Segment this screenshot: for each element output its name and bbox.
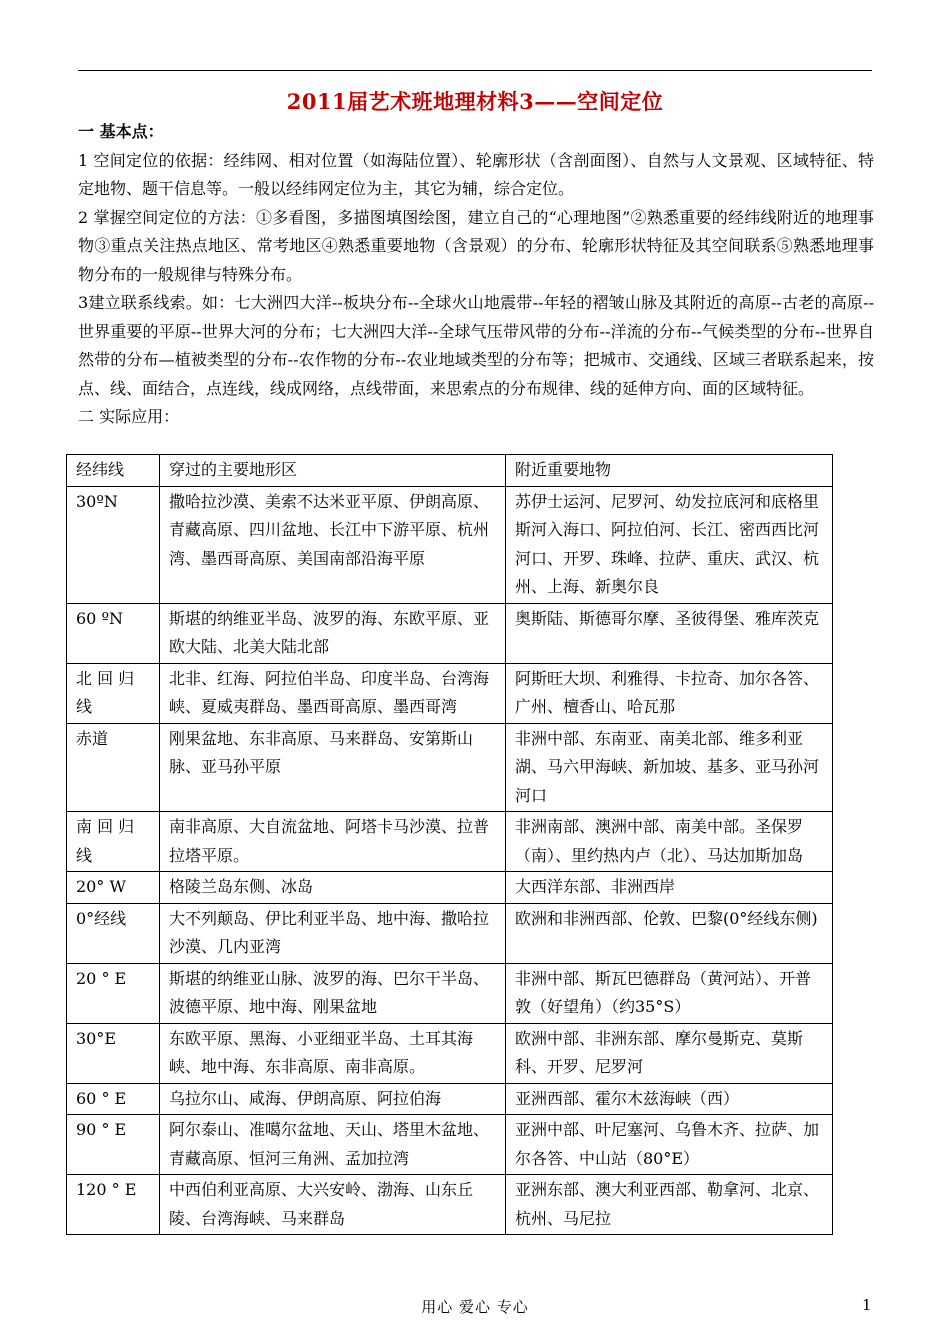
table-row xyxy=(67,1083,833,1115)
table-row xyxy=(67,723,833,812)
section-heading-application: 二 实际应用： xyxy=(78,407,180,426)
header-terrain: 穿过的主要地形区 xyxy=(160,455,506,487)
cell-landmarks: 欧洲中部、非洲东部、摩尔曼斯克、莫斯科、开罗、尼罗河 xyxy=(506,1023,833,1083)
table-row xyxy=(67,812,833,872)
cell-terrain: 北非、红海、阿拉伯半岛、印度半岛、台湾海峡、夏威夷群岛、墨西哥高原、墨西哥湾 xyxy=(160,663,506,723)
table-row xyxy=(67,963,833,1023)
cell-line: 南 回 归 线 xyxy=(67,812,160,872)
cell-terrain: 乌拉尔山、咸海、伊朗高原、阿拉伯海 xyxy=(160,1083,506,1115)
cell-line: 30ºN xyxy=(67,486,160,603)
header-lines: 经纬线 xyxy=(67,455,160,487)
cell-terrain: 斯堪的纳维亚半岛、波罗的海、东欧平原、亚欧大陆、北美大陆北部 xyxy=(160,603,506,663)
header-rule xyxy=(78,70,872,71)
cell-line: 20° W xyxy=(67,872,160,904)
cell-landmarks: 非洲中部、东南亚、南美北部、维多利亚湖、马六甲海峡、新加坡、基多、亚马孙河河口 xyxy=(506,723,833,812)
cell-landmarks: 亚洲中部、叶尼塞河、乌鲁木齐、拉萨、加尔各答、中山站（80°E） xyxy=(506,1115,833,1175)
cell-terrain: 斯堪的纳维亚山脉、波罗的海、巴尔干半岛、波德平原、地中海、刚果盆地 xyxy=(160,963,506,1023)
cell-terrain: 中西伯利亚高原、大兴安岭、渤海、山东丘陵、台湾海峡、马来群岛 xyxy=(160,1175,506,1235)
cell-line: 赤道 xyxy=(67,723,160,812)
cell-line: 0°经线 xyxy=(67,903,160,963)
latitude-longitude-table xyxy=(66,454,833,1235)
header-landmarks: 附近重要地物 xyxy=(506,455,833,487)
cell-terrain: 阿尔泰山、准噶尔盆地、天山、塔里木盆地、青藏高原、恒河三角洲、孟加拉湾 xyxy=(160,1115,506,1175)
cell-landmarks: 苏伊士运河、尼罗河、幼发拉底河和底格里斯河入海口、阿拉伯河、长江、密西西比河河口、开罗、珠峰、拉萨、重庆、武汉、杭州、上海、新奥尔良 xyxy=(506,486,833,603)
cell-line: 30°E xyxy=(67,1023,160,1083)
table-row xyxy=(67,1115,833,1175)
document-title: 2011届艺术班地理材料3——空间定位 xyxy=(286,89,664,114)
cell-landmarks: 非洲南部、澳洲中部、南美中部。圣保罗（南）、里约热内卢（北）、马达加斯加岛 xyxy=(506,812,833,872)
cell-line: 60 ºN xyxy=(67,603,160,663)
cell-line: 90 ° E xyxy=(67,1115,160,1175)
paragraph-2: 2 掌握空间定位的方法：①多看图，多描图填图绘图，建立自己的“心理地图”②熟悉重要的经纬线附近的地理事物③重点关注热点地区、常考地区④熟悉重要地物（含景观）的分布、轮廓形状特征及其空间联系⑤熟悉地理事物分布的一般规律与特殊分布。 xyxy=(78,207,874,284)
cell-terrain: 东欧平原、黑海、小亚细亚半岛、土耳其海峡、地中海、东非高原、南非高原。 xyxy=(160,1023,506,1083)
cell-terrain: 南非高原、大自流盆地、阿塔卡马沙漠、拉普拉塔平原。 xyxy=(160,812,506,872)
table-row xyxy=(67,903,833,963)
table-row xyxy=(67,486,833,603)
cell-line: 60 ° E xyxy=(67,1083,160,1115)
paragraph-1: 1 空间定位的依据：经纬网、相对位置（如海陆位置）、轮廓形状（含剖面图）、自然与人文景观、区域特征、特定地物、题干信息等。一般以经纬网定位为主，其它为辅，综合定位。 xyxy=(78,150,874,198)
cell-line: 20 ° E xyxy=(67,963,160,1023)
document-body xyxy=(78,118,874,432)
cell-line: 120 ° E xyxy=(67,1175,160,1235)
table-header-row xyxy=(67,455,833,487)
paragraph-3: 3建立联系线索。如：七大洲四大洋--板块分布--全球火山地震带--年轻的褶皱山脉及其附近的高原--古老的高原--世界重要的平原--世界大河的分布；七大洲四大洋--全球气压带风带的分布--洋流的分布--气候类型的分布--世界自然带的分布—植被类型的分布--农作物的分布--农业地域类型的分布等；把城市、交通线、区域三者联系起来，按点、线、面结合，点连线，线成网络，点线带面，来思索点的分布规律、线的延伸方向、面的区域特征。 xyxy=(78,293,874,398)
table-row xyxy=(67,872,833,904)
cell-landmarks: 非洲中部、斯瓦巴德群岛（黄河站）、开普敦（好望角）（约35°S） xyxy=(506,963,833,1023)
cell-landmarks: 欧洲和非洲西部、伦敦、巴黎(0°经线东侧) xyxy=(506,903,833,963)
page-footer: 用心 爱心 专心 xyxy=(421,1298,529,1316)
cell-terrain: 格陵兰岛东侧、冰岛 xyxy=(160,872,506,904)
table-row xyxy=(67,1175,833,1235)
cell-landmarks: 亚洲东部、澳大利亚西部、勒拿河、北京、杭州、马尼拉 xyxy=(506,1175,833,1235)
table-row xyxy=(67,663,833,723)
cell-landmarks: 阿斯旺大坝、利雅得、卡拉奇、加尔各答、广州、檀香山、哈瓦那 xyxy=(506,663,833,723)
page-number: 1 xyxy=(862,1296,872,1314)
cell-terrain: 刚果盆地、东非高原、马来群岛、安第斯山脉、亚马孙平原 xyxy=(160,723,506,812)
cell-landmarks: 奥斯陆、斯德哥尔摩、圣彼得堡、雅库茨克 xyxy=(506,603,833,663)
cell-terrain: 大不列颠岛、伊比利亚半岛、地中海、撒哈拉沙漠、几内亚湾 xyxy=(160,903,506,963)
cell-landmarks: 大西洋东部、非洲西岸 xyxy=(506,872,833,904)
cell-terrain: 撒哈拉沙漠、美索不达米亚平原、伊朗高原、青藏高原、四川盆地、长江中下游平原、杭州湾、墨西哥高原、美国南部沿海平原 xyxy=(160,486,506,603)
cell-line: 北 回 归 线 xyxy=(67,663,160,723)
table-row xyxy=(67,603,833,663)
table-row xyxy=(67,1023,833,1083)
cell-landmarks: 亚洲西部、霍尔木兹海峡（西） xyxy=(506,1083,833,1115)
section-heading-basics: 一 基本点： xyxy=(78,122,164,141)
